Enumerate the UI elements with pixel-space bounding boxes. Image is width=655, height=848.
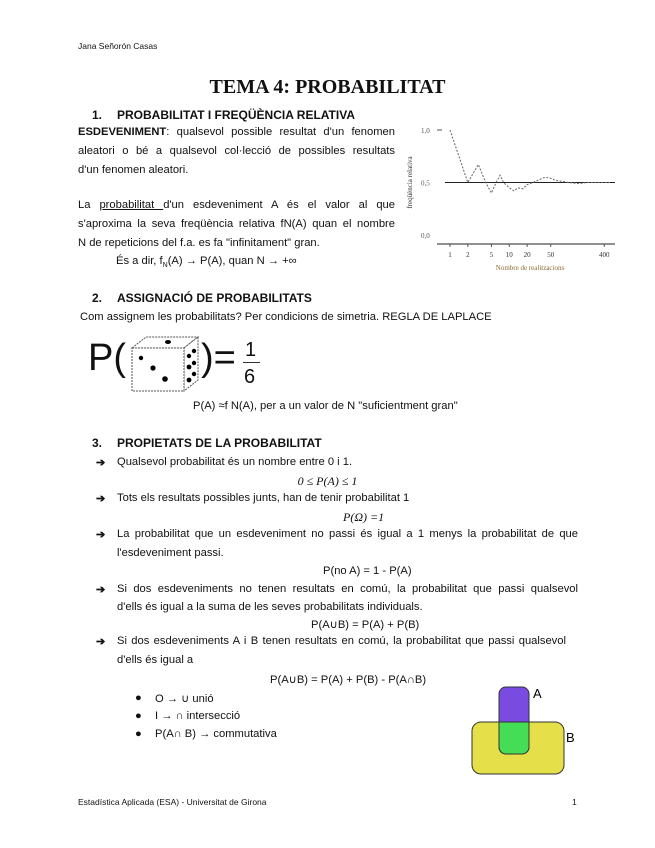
x-tick-label: 5 (489, 251, 494, 259)
definition-line (78, 126, 395, 138)
bullet-dot: ● (135, 728, 142, 740)
x-tick-label: 1 (448, 251, 452, 259)
probability-line: s'aproxima la seva freqüència relativa fN(A) quan el nombre (78, 218, 395, 230)
prob-term: probabilitat (99, 199, 164, 211)
property-4: Si dos esdeveniments no tenen resultats en comú, la probabilitat que passi qualsevol (117, 583, 578, 595)
approx-line: P(A) ≈f N(A), per a un valor de N "suficientment gran" (193, 400, 458, 412)
limit-suffix: (A) → P(A), quan N → +∞ (167, 255, 297, 267)
prob-text: d'un esdeveniment A és el valor al que (163, 199, 395, 211)
page-title: TEMA 4: PROBABILITAT (209, 76, 446, 98)
limit-prefix: És a dir, f (116, 255, 163, 267)
bullet-dot: ● (135, 710, 142, 722)
formula-2: P(Ω) =1 (343, 510, 385, 524)
arrow-bullet-icon: ➔ (96, 457, 106, 469)
arrow-bullet-icon: ➔ (96, 493, 106, 505)
bullet-union: O → ∪ unió (155, 693, 214, 705)
probability-line (78, 199, 395, 211)
x-tick-label: 20 (523, 251, 531, 259)
venn-label-b: B (566, 730, 575, 745)
laplace-intro: Com assignem les probabilitats? Per condicions de simetria. REGLA DE LAPLACE (80, 311, 492, 323)
probability-line: N de repeticions del f.a. es fa "infinitament" gran. (78, 237, 320, 249)
property-5: Si dos esdeveniments A i B tenen resultats en comú, la probabilitat que passi qualsevol (117, 635, 566, 647)
y-tick-label: 0,0 (421, 232, 430, 240)
footer-page-number: 1 (572, 797, 577, 807)
y-tick-label: 1,0 (421, 127, 430, 135)
section-2-number: 2. (92, 291, 103, 305)
bullet-intersection: I → ∩ intersecció (155, 710, 241, 722)
prob-prefix: La (78, 199, 100, 211)
section-2-heading: ASSIGNACIÓ DE PROBABILITATS (117, 291, 312, 305)
laplace-equals: )= (201, 337, 236, 379)
x-tick-label: 400 (599, 251, 610, 259)
arrow-bullet-icon: ➔ (96, 584, 106, 596)
definition-line: aleatori o bé a qualsevol col·lecció de possibles resultats (78, 145, 395, 157)
venn-diagram (465, 680, 580, 780)
arrow-bullet-icon: ➔ (96, 636, 106, 648)
x-tick-label: 50 (547, 251, 555, 259)
section-3-heading: PROPIETATS DE LA PROBABILITAT (117, 436, 322, 450)
formula-4: P(A∪B) = P(A) + P(B) (311, 619, 420, 631)
footer-course: Estadística Aplicada (ESA) - Universitat de Girona (78, 797, 267, 807)
section-1-number: 1. (92, 108, 103, 122)
bullet-commutative: P(A∩ B) → commutativa (155, 728, 277, 740)
section-1-heading: PROBABILITAT I FREQÜÈNCIA RELATIVA (117, 108, 355, 122)
header-author: Jana Señorón Casas (78, 41, 158, 51)
die-icon (128, 334, 200, 394)
formula-5: P(A∪B) = P(A) + P(B) - P(A∩B) (270, 674, 427, 686)
definition-text: : qualsevol possible resultat d'un fenomen (166, 126, 395, 138)
fraction-numerator: 1 (245, 339, 257, 361)
section-3-number: 3. (92, 436, 103, 450)
frequency-series-line (450, 130, 610, 193)
venn-intersection (499, 722, 529, 754)
x-tick-label: 2 (466, 251, 470, 259)
laplace-lhs: P( (88, 337, 126, 379)
formula-3: P(no A) = 1 - P(A) (323, 565, 412, 577)
property-3-cont: l'esdeveniment passi. (117, 547, 224, 559)
limit-sub: N (162, 262, 168, 270)
limit-line (116, 255, 297, 269)
arrow-bullet-icon: ➔ (96, 529, 106, 541)
fraction-denominator: 6 (244, 366, 256, 388)
property-2: Tots els resultats possibles junts, han de tenir probabilitat 1 (117, 492, 410, 504)
property-4-cont: d'ells és igual a la suma de les seves probabilitats individuals. (117, 601, 423, 613)
fraction-bar (243, 362, 260, 363)
formula-1: 0 ≤ P(A) ≤ 1 (297, 474, 358, 488)
y-axis-label: freqüència relativa (406, 156, 414, 209)
relative-frequency-chart (400, 115, 615, 275)
property-3: La probabilitat que un esdeveniment no passi és igual a 1 menys la probabilitat de que (117, 528, 578, 540)
property-1: Qualsevol probabilitat és un nombre entre 0 i 1. (117, 456, 353, 468)
x-axis-label: Nombre de realitzacions (495, 264, 565, 272)
bullet-dot: ● (135, 692, 142, 704)
definition-term: ESDEVENIMENT (78, 126, 167, 138)
x-tick-label: 10 (505, 251, 513, 259)
property-5-cont: d'ells és igual a (117, 654, 194, 666)
definition-line: d'un fenomen aleatori. (78, 164, 189, 176)
y-tick-label: 0,5 (421, 179, 430, 188)
venn-label-a: A (533, 686, 542, 701)
